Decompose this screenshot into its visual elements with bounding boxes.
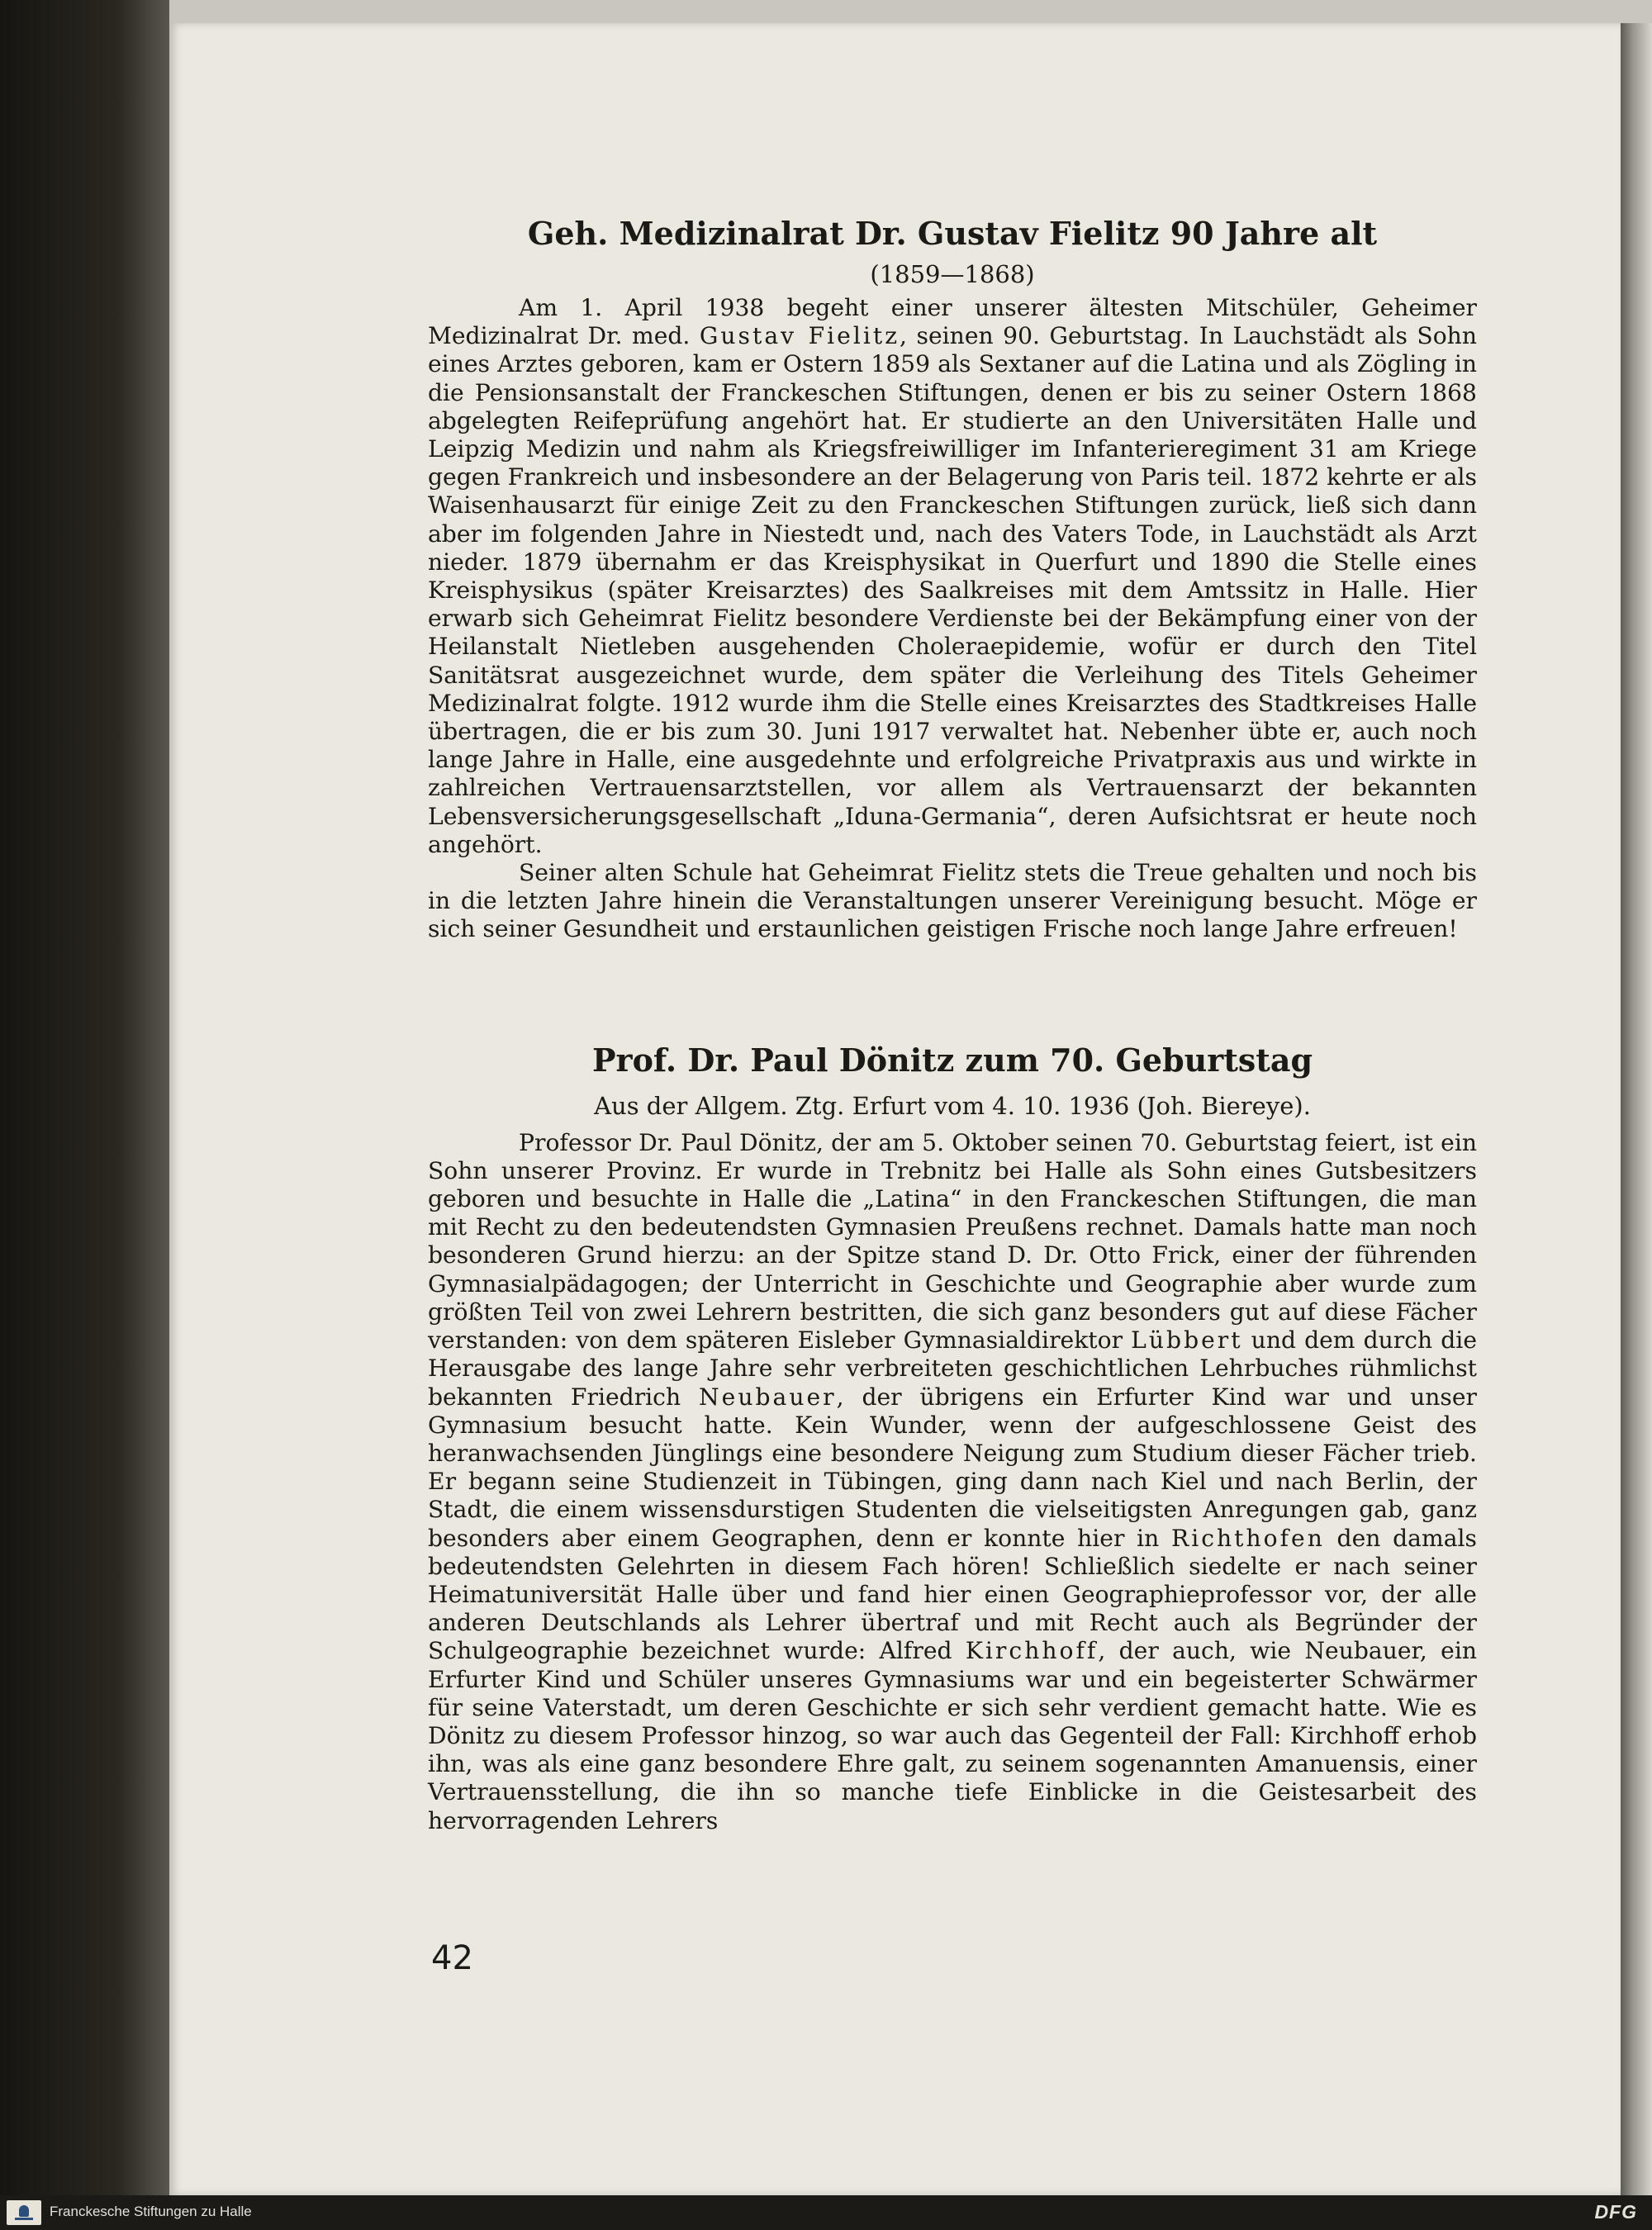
article-title: Prof. Dr. Paul Dönitz zum 70. Geburtstag [591,1041,1313,1079]
article-paragraph [428,294,1477,859]
text-run: , der übrigens ein Erfurter Kind war und unser Gymnasium besucht hatte. Kein Wunder, wenn der aufgeschlossene Geist des heranwachsenden Jünglings eine besondere Neigung zum Studium dieser Fächer trieb. Er begann seine Studienzeit in Tübingen, ging dann nach Kiel und nach Berlin, der Stadt, die einem wissensdurstigen Studenten die vielseitigsten Anregungen gab, ganz besonders aber einem Geographen, denn er konnte hier in [428,1383,1477,1552]
viewer-footer [0,2195,1652,2230]
text-run: Am 1. April 1938 begeht einer unserer ältesten Mitschüler, Geheimer Medizinalrat Dr. med. [428,294,1477,350]
article-paragraph [428,1129,1477,1835]
person-name: Gustav Fielitz [699,322,900,350]
article-source: Aus der Allgem. Ztg. Erfurt vom 4. 10. 1936 (Joh. Biereye). [594,1091,1311,1120]
person-name: Richthofen [1170,1524,1325,1552]
article-doenitz [428,1041,1477,1835]
person-name: Neubauer [698,1383,837,1411]
text-run: Professor Dr. Paul Dönitz, der am 5. Oktober seinen 70. Geburtstag feiert, ist ein Sohn unserer Provinz. Er wurde in Trebnitz bei Halle als Sohn eines Gutsbesitzers geboren und besuchte in Halle die „Latina“ in den Franckeschen Stiftungen, die man mit Recht zu den bedeutendsten Gymnasien Preußens rechnet. Damals hatte man noch besonderen Grund hierzu: an der Spitze stand D. Dr. Otto Frick, einer der führenden Gymnasialpädagogen; der Unterricht in Geschichte und Geographie aber wurde zum größten Teil von zwei Lehrern bestritten, die sich ganz besonders gut auf diese Fächer verstanden: von dem späteren Eisleber Gymnasialdirektor [428,1128,1477,1355]
institution-logo-icon [7,2200,41,2225]
page-number: 42 [431,1939,473,1977]
page-content [428,215,1477,1835]
person-name: Kirchhoff [965,1637,1099,1665]
text-run: , der auch, wie Neubauer, ein Erfurter Kind und Schüler unseres Gymnasiums war und ein begeisterter Schwärmer für seine Vaterstadt, um deren Geschichte er sich sehr verdient gemacht hatte. Wie es Dönitz zu diesem Professor hinzog, so war auch das Gegenteil der Fall: Kirchhoff erhob ihn, was als eine ganz besondere Ehre galt, zu seinem sogenannten Amanuensis, einer Vertrauensstellung, die ihn so manche tiefe Einblicke in die Geistesarbeit des hervorragenden Lehrers [428,1637,1478,1834]
text-run: und dem durch die Herausgabe des lange Jahre sehr verbreiteten geschichtlichen Lehrbuches rühmlichst bekannten Friedrich [428,1326,1478,1411]
text-run: den damals bedeutendsten Gelehrten in diesem Fach hören! Schließlich siedelte er nach seiner Heimatuniversität Halle über und fand hier einen Geographieprofessor vor, der alle anderen Deutschlands als Lehrer übertraf und mit Recht auch als Begründer der Schulgeographie bezeichnet wurde: Alfred [428,1524,1477,1665]
book-gutter [0,0,169,2195]
article-fielitz [428,215,1477,944]
article-years: (1859—1868) [870,260,1035,288]
institution-name: Franckesche Stiftungen zu Halle [50,2204,252,2219]
text-run: , seinen 90. Geburtstag. In Lauchstädt als Sohn eines Arztes geboren, kam er Ostern 1859 als Sextaner auf die Latina und als Zögling in die Pensionsanstalt der Franckeschen Stiftungen, denen er bis zu seiner Ostern 1868 abgelegten Reifeprüfung angehört hat. Er studierte an den Universitäten Halle und Leipzig Medizin und nahm als Kriegsfreiwilliger im Infanterieregiment 31 am Kriege gegen Frankreich und insbesondere an der Belagerung von Paris teil. 1872 kehrte er als Waisenhausarzt für einige Zeit zu den Franckeschen Stiftungen zurück, ließ sich dann aber im folgenden Jahre in Niestedt und, nach des Vaters Tode, in Lauchstädt als Arzt nieder. 1879 übernahm er das Kreisphysikat in Querfurt und 1890 die Stelle eines Kreisphysikus (später Kreisarztes) des Saalkreises mit dem Amtssitz in Halle. Hier erwarb sich Geheimrat Fielitz besondere Verdienste bei der Bekämpfung einer von der Heilanstalt Nietleben ausgehenden Choleraepidemie, wofür er durch den Titel Sanitätsrat ausgezeichnet wurde, dem später die Verleihung des Titels Geheimer Medizinalrat folgte. 1912 wurde ihm die Stelle eines Kreisarztes des Stadtkreises Halle übertragen, die er bis zum 30. Juni 1917 verwaltet hat. Nebenher übte er, auch noch lange Jahre in Halle, eine ausgedehnte und erfolgreiche Privatpraxis aus und wirkte in zahlreichen Vertrauensarztstellen, vor allem als Vertrauensarzt der bekannten Lebensversicherungsgesellschaft „Iduna-Germania“, deren Aufsichtsrat er heute noch angehört. [428,322,1477,858]
dfg-logo: DFG [1594,2201,1637,2223]
person-name: Lübbert [1131,1326,1243,1355]
facing-page-edge [1621,23,1652,2195]
article-paragraph: Seiner alten Schule hat Geheimrat Fielitz stets die Treue gehalten und noch bis in die letzten Jahre hinein die Veranstaltungen unserer Vereinigung besucht. Möge er sich seiner Gesundheit und erstaunlichen geistigen Frische noch lange Jahre erfreuen! [428,859,1477,943]
article-title: Geh. Medizinalrat Dr. Gustav Fielitz 90 Jahre alt [527,215,1378,252]
